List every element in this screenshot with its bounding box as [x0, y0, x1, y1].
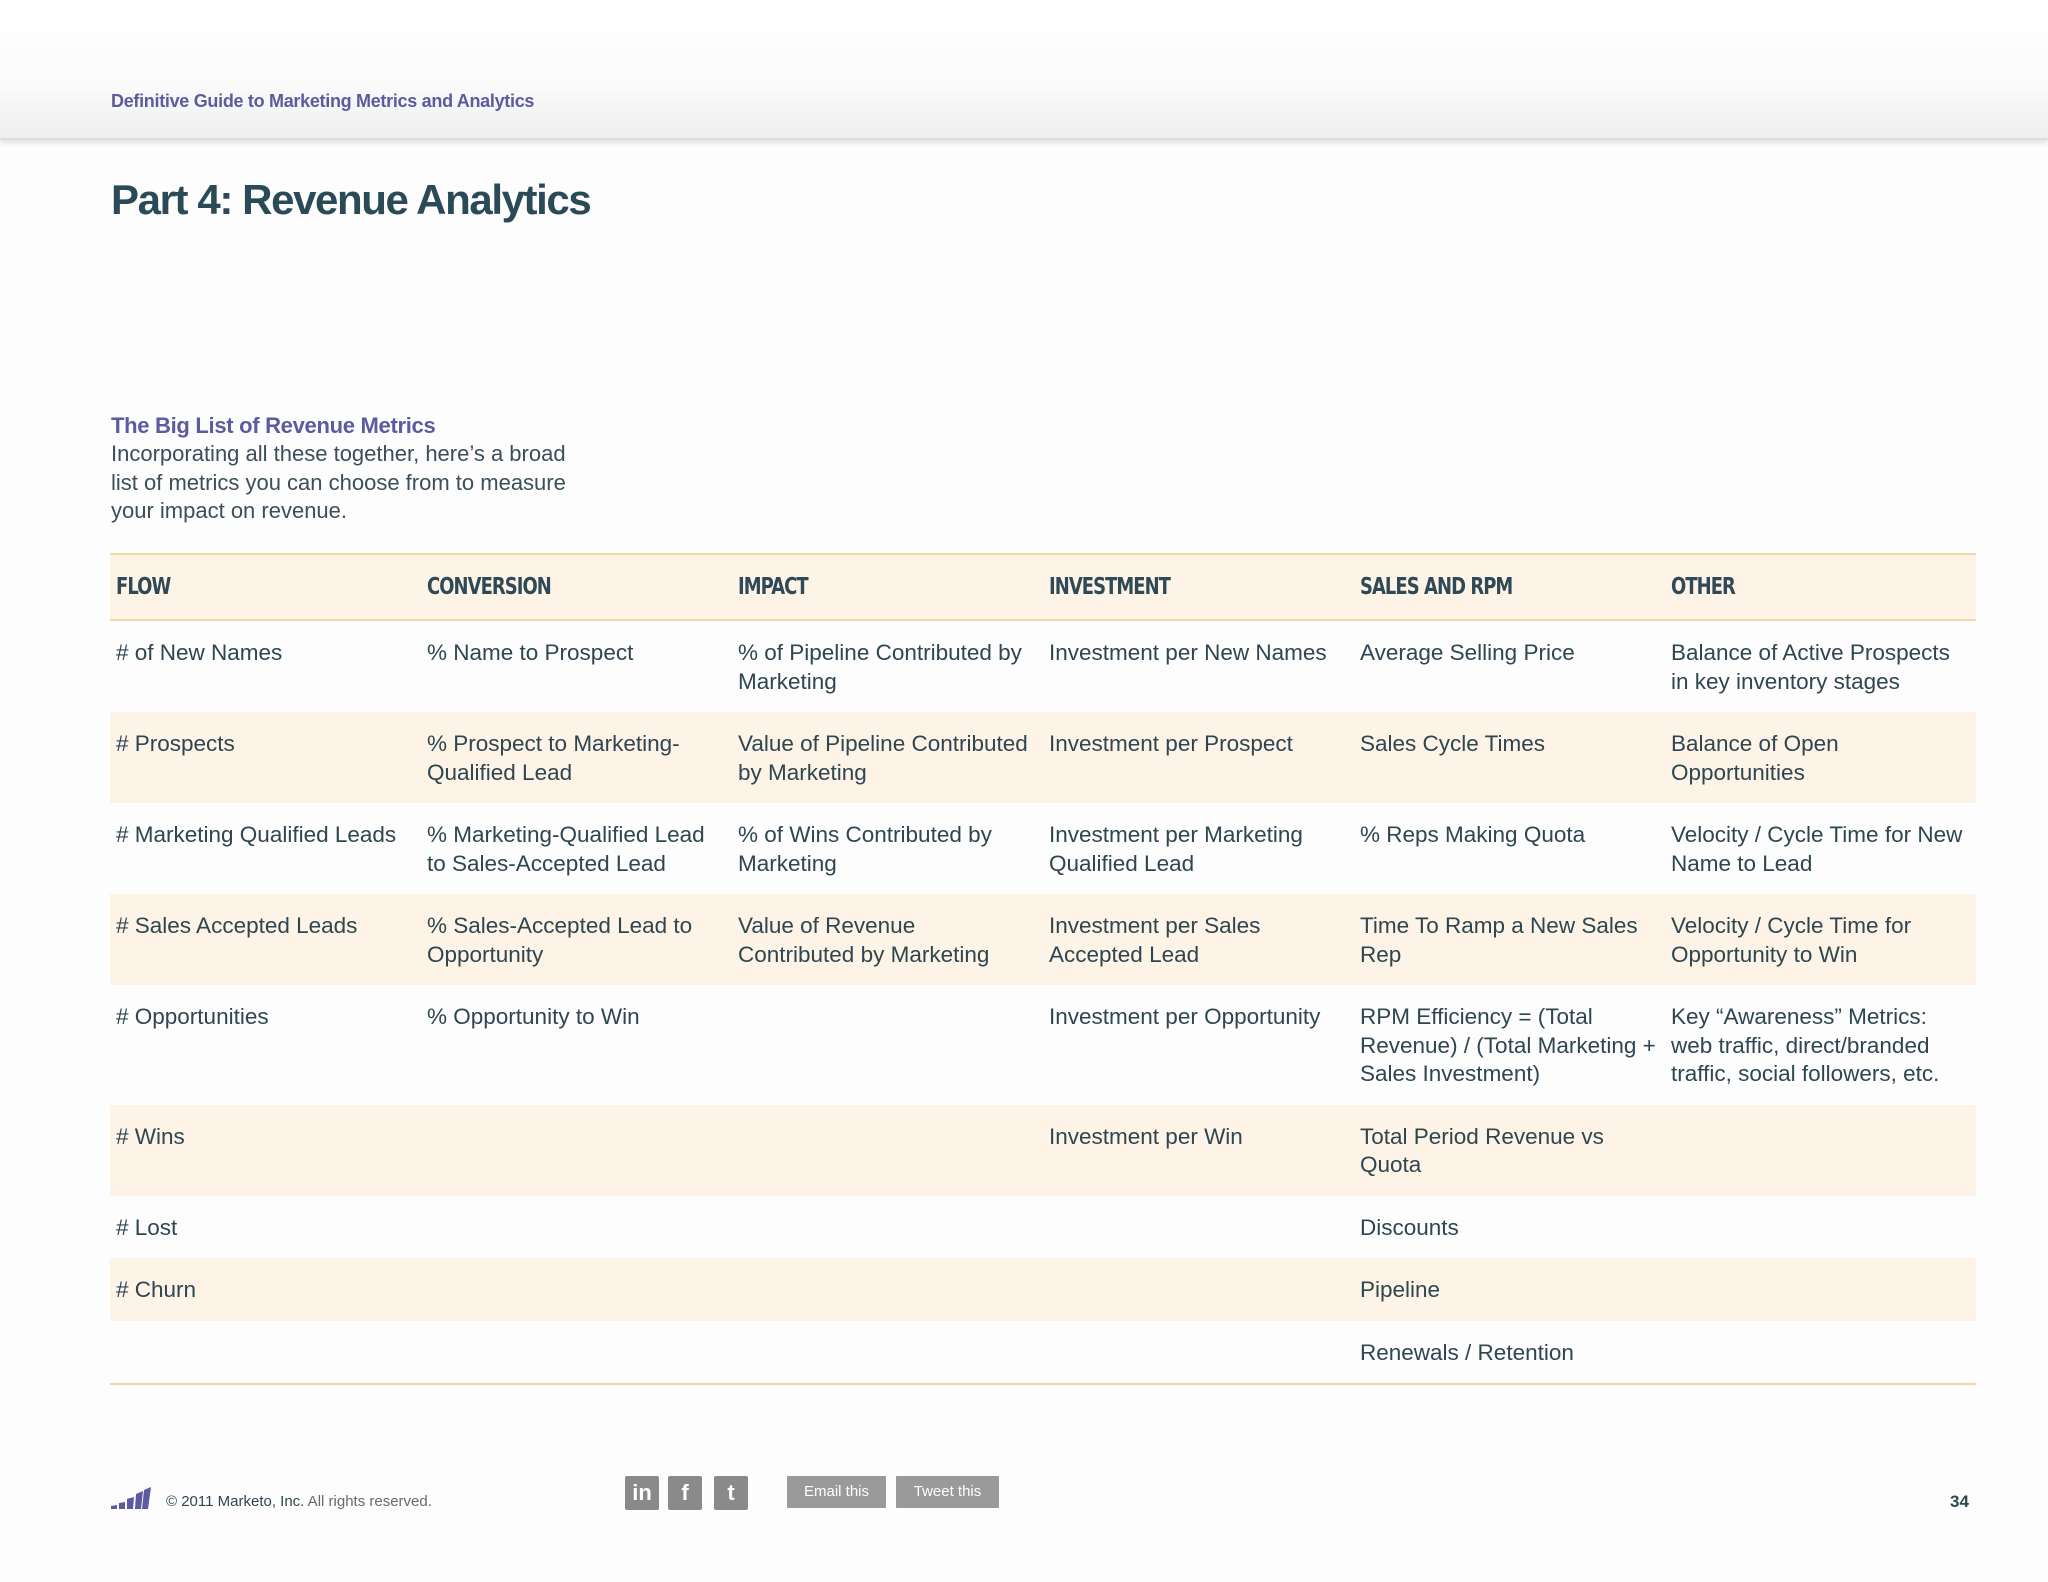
column-header-conversion: CONVERSION: [421, 554, 732, 620]
table-cell-conversion: [421, 1105, 732, 1196]
table-cell-conversion: [421, 1196, 732, 1259]
table-cell-investment: [1043, 1196, 1354, 1259]
copyright-company: © 2011 Marketo, Inc.: [166, 1493, 305, 1510]
linkedin-icon: in: [632, 1480, 652, 1505]
table-cell-conversion: [421, 1258, 732, 1321]
table-cell-flow: # of New Names: [116, 640, 283, 665]
facebook-icon: f: [681, 1480, 689, 1505]
table-row: [110, 1258, 1976, 1321]
table-cell-impact: Value of Revenue Contributed by Marketing: [738, 913, 990, 967]
table-cell-investment: [1043, 1321, 1354, 1385]
table-cell-investment: [1043, 1258, 1354, 1321]
table-cell-impact: % of Wins Contributed by Marketing: [738, 822, 992, 876]
table-cell-other: Balance of Active Prospects in key inventory stages: [1671, 640, 1950, 694]
twitter-icon: t: [727, 1480, 735, 1505]
column-header-investment: INVESTMENT: [1043, 554, 1354, 620]
table-cell-flow: # Wins: [116, 1123, 185, 1149]
table-cell-investment: Investment per Win: [1049, 1123, 1243, 1149]
table-cell-investment: Investment per Opportunity: [1049, 1004, 1321, 1029]
intro-text: Incorporating all these together, here’s a broad list of metrics you can choose from to measure your impact on revenue.: [111, 441, 566, 523]
table-row: [110, 1321, 1976, 1385]
table-cell-sales-and-rpm: % Reps Making Quota: [1360, 822, 1586, 847]
page-number: 34: [1950, 1492, 1969, 1511]
table-cell-impact: [732, 1196, 1043, 1259]
table-cell-flow: # Sales Accepted Leads: [116, 913, 358, 938]
table-cell-conversion: % Marketing-Qualified Lead to Sales-Accepted Lead: [427, 822, 705, 876]
table-cell-conversion: % Opportunity to Win: [427, 1004, 640, 1029]
table-cell-impact: [732, 985, 1043, 1105]
twitter-share-button[interactable]: [714, 1476, 748, 1510]
table-cell-sales-and-rpm: Pipeline: [1360, 1277, 1441, 1302]
table-cell-investment: Investment per New Names: [1049, 640, 1327, 665]
table-row: [110, 1105, 1976, 1196]
table-cell-impact: Value of Pipeline Contributed by Marketing: [738, 731, 1028, 785]
table-cell-other: [1665, 1105, 1976, 1196]
table-cell-investment: Investment per Marketing Qualified Lead: [1049, 822, 1303, 876]
table-cell-other: [1665, 1196, 1976, 1259]
table-cell-flow: [110, 1321, 421, 1385]
table-cell-sales-and-rpm: Time To Ramp a New Sales Rep: [1360, 913, 1638, 967]
table-cell-conversion: [421, 1321, 732, 1385]
linkedin-share-button[interactable]: [625, 1476, 659, 1510]
table-row: [110, 985, 1976, 1105]
column-header-flow: FLOW: [110, 554, 421, 620]
table-body: [110, 620, 1976, 1384]
table-cell-flow: # Prospects: [116, 731, 235, 756]
intro-section: [111, 412, 671, 526]
table-cell-flow: # Opportunities: [116, 1004, 269, 1029]
table-cell-flow: # Churn: [116, 1277, 197, 1302]
table-cell-impact: [732, 1321, 1043, 1385]
column-header-other: OTHER: [1665, 554, 1976, 620]
facebook-share-button[interactable]: [668, 1476, 702, 1510]
page-title: Part 4: Revenue Analytics: [111, 176, 591, 223]
table-cell-other: [1665, 1258, 1976, 1321]
table-cell-sales-and-rpm: Average Selling Price: [1360, 640, 1575, 665]
table-cell-investment: Investment per Prospect: [1049, 731, 1293, 756]
table-cell-impact: % of Pipeline Contributed by Marketing: [738, 640, 1022, 694]
table-cell-other: Key “Awareness” Metrics: web traffic, direct/branded traffic, social followers, etc.: [1671, 1004, 1940, 1086]
table-row: [110, 803, 1976, 894]
table-cell-sales-and-rpm: Discounts: [1360, 1214, 1459, 1240]
table-cell-other: Velocity / Cycle Time for New Name to Lead: [1671, 822, 1963, 876]
table-cell-flow: # Lost: [116, 1214, 178, 1240]
table-cell-other: [1665, 1321, 1976, 1385]
table-row: [110, 712, 1976, 803]
table-cell-other: Velocity / Cycle Time for Opportunity to Win: [1671, 913, 1912, 967]
table-cell-conversion: % Sales-Accepted Lead to Opportunity: [427, 913, 693, 967]
email-this-button[interactable]: Email this: [787, 1476, 886, 1508]
copyright-notice: [166, 1493, 432, 1510]
table-cell-sales-and-rpm: Total Period Revenue vs Quota: [1360, 1123, 1604, 1177]
table-cell-sales-and-rpm: Renewals / Retention: [1354, 1321, 1665, 1385]
table-cell-conversion: % Prospect to Marketing-Qualified Lead: [427, 731, 680, 785]
table-cell-flow: # Marketing Qualified Leads: [116, 822, 397, 847]
intro-heading: The Big List of Revenue Metrics: [111, 413, 436, 438]
table-cell-other: Balance of Open Opportunities: [1671, 731, 1839, 785]
table-cell-impact: [732, 1258, 1043, 1321]
table-row: [110, 1196, 1976, 1259]
column-header-impact: IMPACT: [732, 554, 1043, 620]
copyright-rights: All rights reserved.: [304, 1493, 432, 1510]
table-cell-sales-and-rpm: Sales Cycle Times: [1360, 731, 1546, 756]
table-cell-investment: Investment per Sales Accepted Lead: [1049, 913, 1261, 967]
tweet-this-button[interactable]: Tweet this: [896, 1476, 999, 1508]
page-header-bar: [0, 0, 2048, 140]
table-row: [110, 620, 1976, 712]
table-row: [110, 894, 1976, 985]
table-header-row: [110, 554, 1976, 620]
table-cell-impact: [732, 1105, 1043, 1196]
guide-title: Definitive Guide to Marketing Metrics and Analytics: [111, 91, 535, 111]
revenue-metrics-table: [110, 553, 1976, 1385]
marketo-logo-icon: [111, 1487, 151, 1513]
table-cell-conversion: % Name to Prospect: [427, 640, 634, 665]
table-cell-sales-and-rpm: RPM Efficiency = (Total Revenue) / (Total Marketing + Sales Investment): [1360, 1004, 1656, 1086]
column-header-sales-and-rpm: SALES AND RPM: [1354, 554, 1665, 620]
